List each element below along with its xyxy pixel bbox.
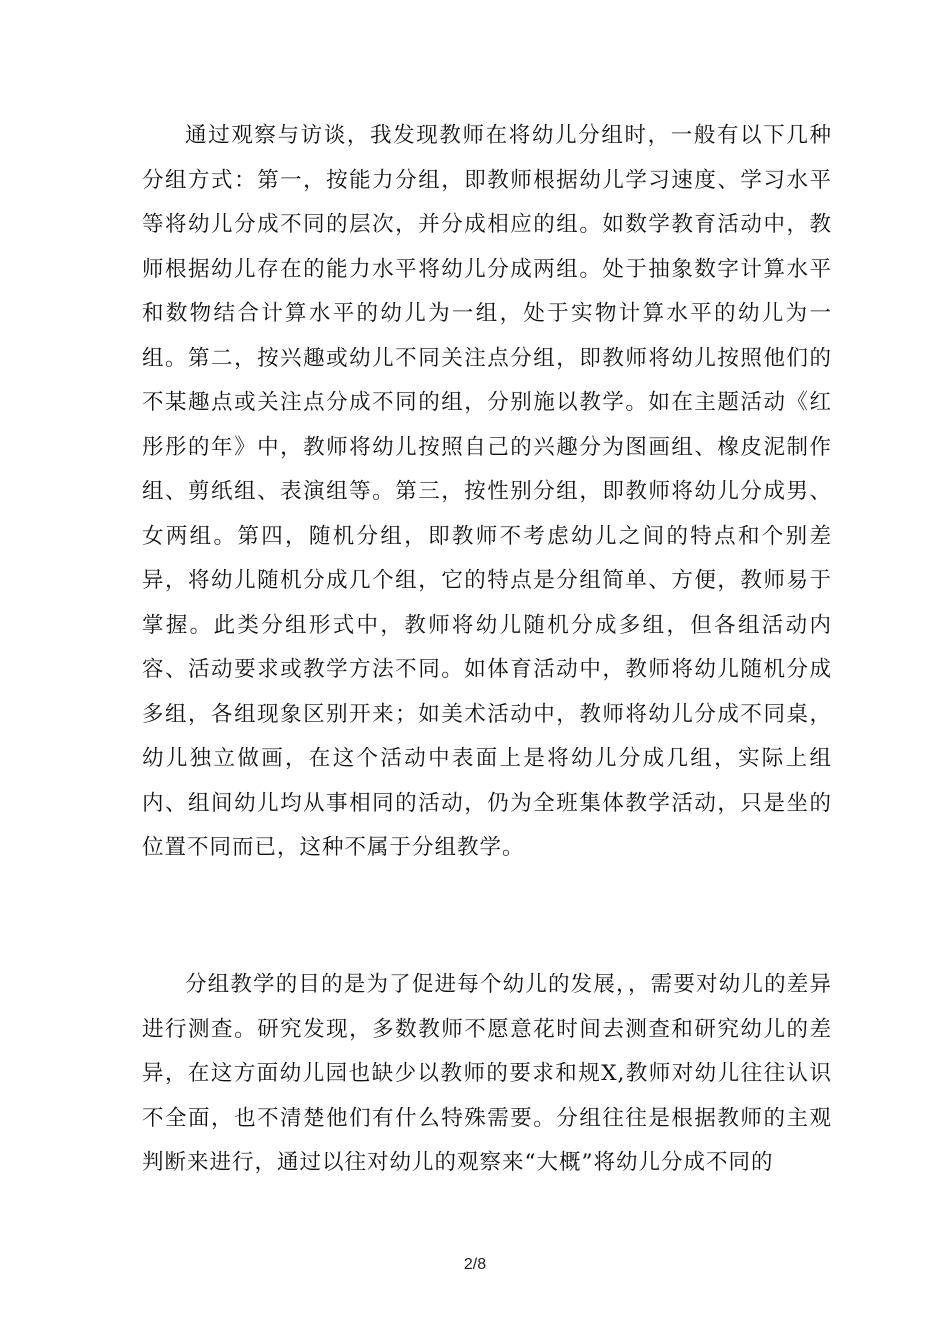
page-number: 2/8 <box>463 1256 487 1273</box>
paragraph-grouping-purpose: 分组教学的目的是为了促进每个幼儿的发展，，需要对幼儿的差异进行测查。研究发现，多数教师不愿意花时间去测查和研究幼儿的差异，在这方面幼儿园也缺少以教师的要求和规X,教师对幼儿往往认识不全面，也不清楚他们有什么特殊需要。分组往往是根据教师的主观判断来进行，通过以往对幼儿的观察来“大概”将幼儿分成不同的 <box>142 972 832 1175</box>
body-text-block <box>142 963 832 1186</box>
paragraph-grouping-methods: 通过观察与访谈，我发现教师在将幼儿分组时，一般有以下几种分组方式：第一，按能力分组，即教师根据幼儿学习速度、学习水平等将幼儿分成不同的层次，并分成相应的组。如数学教育活动中，教师根据幼儿存在的能力水平将幼儿分成两组。处于抽象数字计算水平和数物结合计算水平的幼儿为一组，处于实物计算水平的幼儿为一组。第二，按兴趣或幼儿不同关注点分组，即教师将幼儿按照他们的不某趣点或关注点分成不同的组，分别施以教学。如在主题活动《红彤彤的年》中，教师将幼儿按照自己的兴趣分为图画组、橡皮泥制作组、剪纸组、表演组等。第三，按性别分组，即教师将幼儿分成男、女两组。第四，随机分组，即教师不考虑幼儿之间的特点和个别差异，将幼儿随机分成几个组，它的特点是分组简单、方便，教师易于掌握。此类分组形式中，教师将幼儿随机分成多组，但各组活动内容、活动要求或教学方法不同。如体育活动中，教师将幼儿随机分成多组，各组现象区别开来；如美术活动中，教师将幼儿分成不同桌，幼儿独立做画，在这个活动中表面上是将幼儿分成几组，实际上组内、组间幼儿均从事相同的活动，仍为全班集体教学活动，只是坐的位置不同而已，这种不属于分组教学。 <box>142 123 832 860</box>
body-text-block <box>142 114 832 871</box>
